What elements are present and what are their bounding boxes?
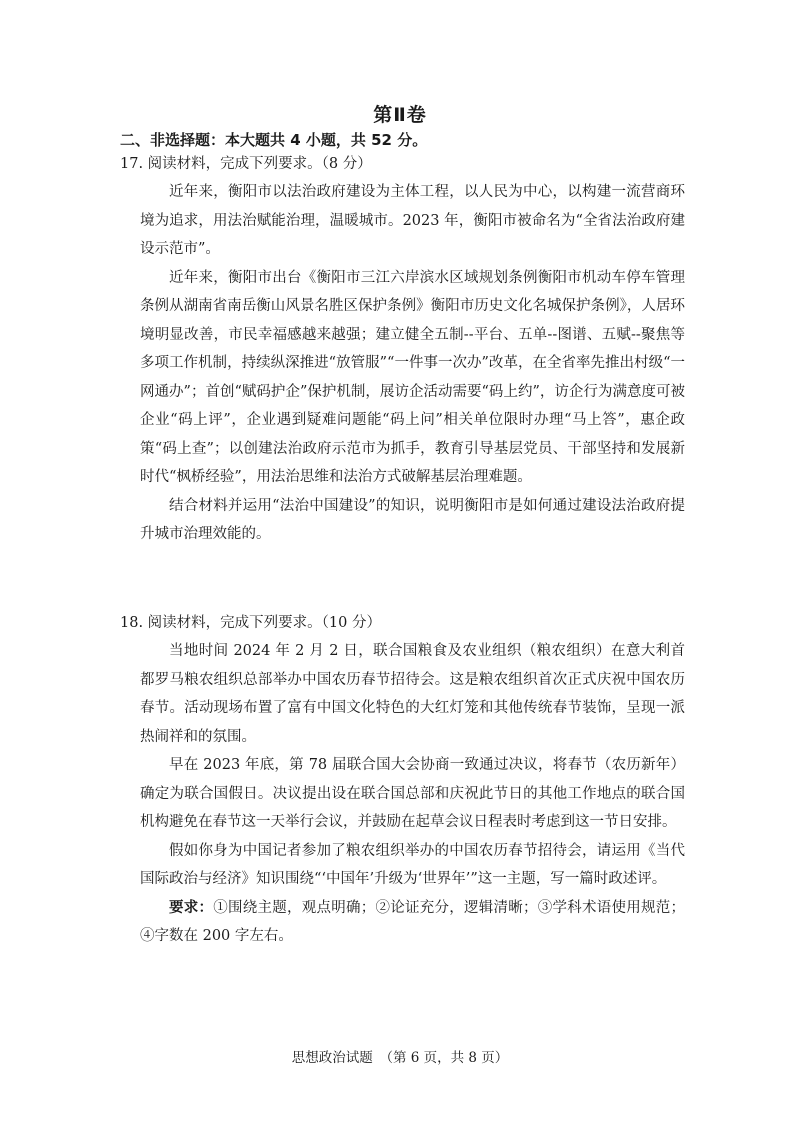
question-17-prompt: 结合材料并运用“法治中国建设”的知识，说明衡阳市是如何通过建设法治政府提升城市治理效能的。 bbox=[140, 497, 685, 542]
question-18-prompt: 假如你身为中国记者参加了粮农组织举办的中国农历春节招待会，请运用《当代国际政治与经济》知识围绕“‘中国年’升级为‘世界年’”这一主题，写一篇时政述评。 bbox=[140, 842, 685, 887]
question-18-heading: 18. 阅读材料，完成下列要求。（10 分） bbox=[120, 615, 381, 631]
section-title: 第Ⅱ卷 bbox=[373, 104, 427, 126]
requirement-text: ①围绕主题，观点明确；②论证充分，逻辑清晰；③学科术语使用规范；④字数在 200 字左右。 bbox=[140, 899, 685, 944]
question-17 bbox=[120, 150, 685, 549]
question-17-heading: 17. 阅读材料，完成下列要求。（8 分） bbox=[120, 156, 372, 172]
question-17-paragraph-2: 近年来，衡阳市出台《衡阳市三江六岸滨水区域规划条例衡阳市机动车停车管理条例从湖南省南岳衡山风景名胜区保护条例》衡阳市历史文化名城保护条例》，人居环境明显改善，市民幸福感越来越强；建立健全五制--平台、五单--图谱、五赋--聚焦等多项工作机制，持续纵深推进“放管服”“一件事一次办”改革，在全省率先推出村级“一网通办”；首创“赋码护企”保护机制，展访企活动需要“码上约”，访企行为满意度可被企业“码上评”，企业遇到疑难问题能“码上问”相关单位限时办理“马上答”，惠企政策“码上查”；以创建法治政府示范市为抓手，教育引导基层党员、干部坚持和发展新时代“枫桥经验”，用法治思维和法治方式破解基层治理难题。 bbox=[140, 269, 685, 485]
question-17-paragraph-1: 近年来，衡阳市以法治政府建设为主体工程，以人民为中心，以构建一流营商环境为追求，用法治赋能治理，温暖城市。2023 年，衡阳市被命名为“全省法治政府建设示范市”。 bbox=[140, 184, 685, 257]
question-18-requirements bbox=[140, 894, 685, 951]
requirement-label: 要求： bbox=[169, 899, 214, 916]
question-18-paragraph-2: 早在 2023 年底，第 78 届联合国大会协商一致通过决议，将春节（农历新年）确定为联合国假日。决议提出设在联合国总部和庆祝此节日的其他工作地点的联合国机构避免在春节这一天举行会议，并鼓励在起草会议日程表时考虑到这一节日安排。 bbox=[140, 757, 685, 830]
question-18 bbox=[120, 609, 685, 951]
part-heading: 二、非选择题：本大题共 4 小题，共 52 分。 bbox=[120, 131, 428, 149]
question-18-paragraph-1: 当地时间 2024 年 2 月 2 日，联合国粮食及农业组织（粮农组织）在意大利首都罗马粮农组织总部举办中国农历春节招待会。这是粮农组织首次正式庆祝中国农历春节。活动现场布置了富有中国文化特色的大红灯笼和其他传统春节装饰，呈现一派热闹祥和的氛围。 bbox=[140, 643, 685, 745]
page-footer: 思想政治试题 （第 6 页，共 8 页） bbox=[291, 1050, 509, 1066]
